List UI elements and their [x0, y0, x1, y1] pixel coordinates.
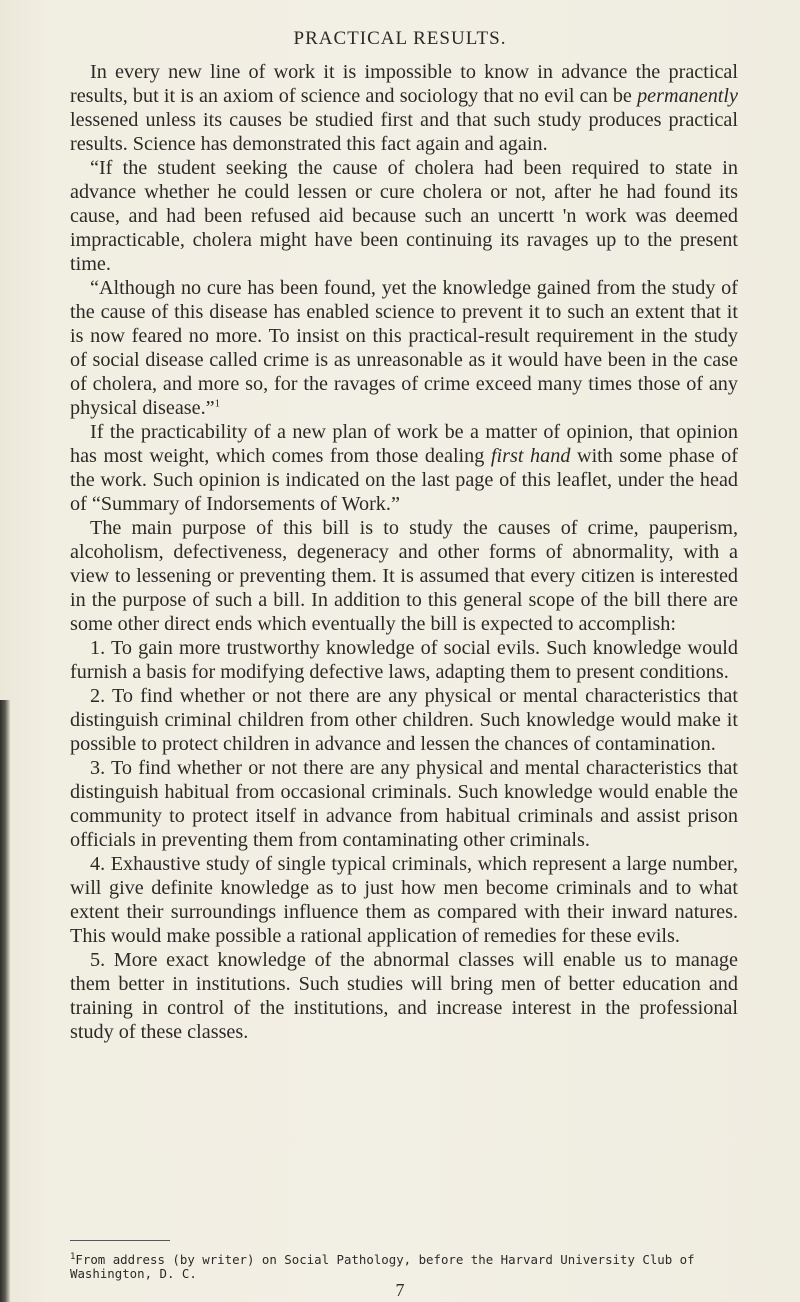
paragraph	[70, 156, 738, 276]
running-header: PRACTICAL RESULTS.	[293, 28, 507, 49]
binding-shadow	[0, 700, 10, 1302]
paragraph	[70, 420, 738, 516]
paragraph	[70, 60, 738, 156]
list-item-3	[70, 756, 738, 852]
paragraph-text: In every new line of work it is impossible to know in advance the practical results, but it is an axiom of science and sociology that no evil can be	[70, 61, 738, 107]
paragraph-text: 2. To find whether or not there are any physical or mental characteristics that distinguish criminal children from other children. Such knowledge would make it possible to protect children in advance and lessen the chances of contamination.	[70, 685, 738, 755]
paragraph-text: lessened unless its causes be studied first and that such study produces practical results. Science has demonstrated this fact again and again.	[70, 109, 738, 155]
list-item-5	[70, 948, 738, 1044]
paragraph-text: 1. To gain more trustworthy knowledge of social evils. Such knowledge would furnish a basis for modifying defective laws, adapting them to present conditions.	[70, 637, 738, 683]
list-item-1	[70, 636, 738, 684]
emphasis-text: first hand	[490, 445, 571, 467]
page-body	[70, 60, 738, 1044]
paragraph-text: 4. Exhaustive study of single typical criminals, which represent a large number, will give definite knowledge as to just how men become criminals and to what extent their surroundings influence them as compared with their inward natures. This would make possible a rational application of remedies for these evils.	[70, 853, 738, 947]
footnote	[70, 1250, 738, 1281]
page-number: 7	[395, 1280, 405, 1300]
paragraph-text: 3. To find whether or not there are any physical and mental characteristics that distinguish habitual from occasional criminals. Such knowledge would enable the community to protect itself in advance from habitual criminals and assist prison officials in preventing them from contaminating other criminals.	[70, 757, 738, 851]
paragraph-text: “Although no cure has been found, yet the knowledge gained from the study of the cause of this disease has enabled science to prevent it to such an extent that it is now feared no more. To insist on this practical-result requirement in the study of social disease called crime is as unreasonable as it would have been in the case of cholera, and more so, for the ravages of crime exceed many times those of any physical disease.”	[70, 277, 738, 419]
footnote-reference: 1	[214, 397, 221, 410]
paragraph	[70, 276, 738, 420]
paragraph-text: If the practicability of a new plan of work be a matter of opinion, that opinion has most weight, which comes from those dealing	[70, 421, 738, 467]
paragraph-text: with some phase of the work. Such opinion is indicated on the last page of this leaflet, under the head of “Summary of Indorsements of Work.”	[70, 445, 738, 515]
footnote-mark: 1	[70, 1252, 76, 1262]
paragraph-text: “If the student seeking the cause of cholera had been required to state in advance whether he could lessen or cure cholera or not, after he had found its cause, and had been refused aid because such an uncertt 'n work was deemed impracticable, cholera might have been continuing its ravages up to the present time.	[70, 157, 738, 275]
list-item-4	[70, 852, 738, 948]
paragraph	[70, 516, 738, 636]
list-item-2	[70, 684, 738, 756]
emphasis-text: permanently	[637, 85, 738, 107]
paragraph-text: 5. More exact knowledge of the abnormal classes will enable us to manage them better in institutions. Such studies will bring men of better education and training in control of the institutions, and increase interest in the professional study of these classes.	[70, 949, 738, 1043]
paragraph-text: The main purpose of this bill is to study the causes of crime, pauperism, alcoholism, defectiveness, degeneracy and other forms of abnormality, with a view to lessening or preventing them. It is assumed that every citizen is interested in the purpose of such a bill. In addition to this general scope of the bill there are some other direct ends which eventually the bill is expected to accomplish:	[70, 517, 738, 635]
footnote-divider	[70, 1240, 170, 1241]
footnote-text: From address (by writer) on Social Pathology, before the Harvard University Club of Washington, D. C.	[70, 1252, 695, 1282]
